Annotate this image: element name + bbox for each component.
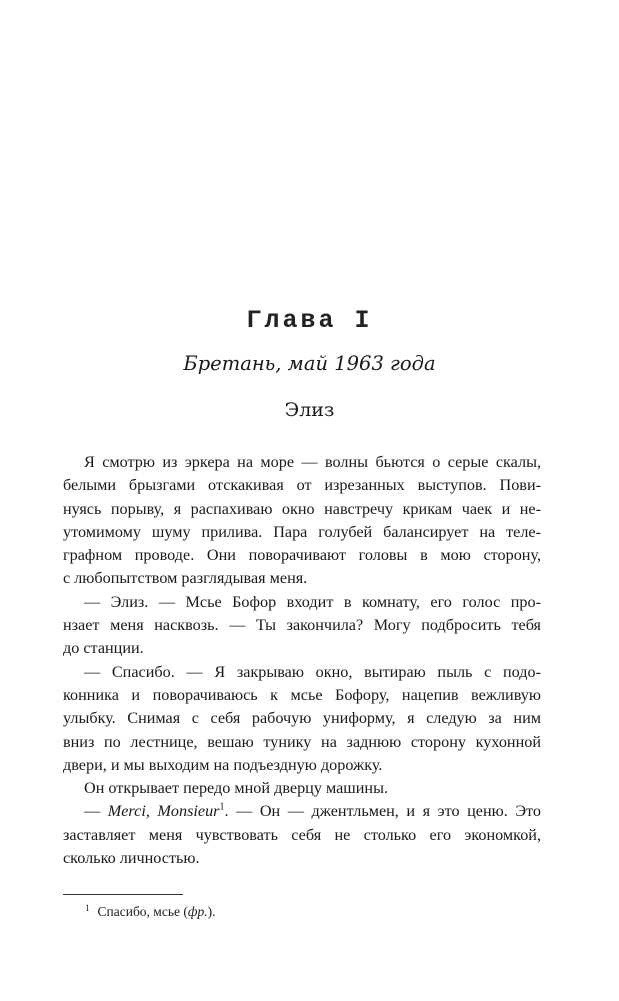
text-line: Я смотрю из эркера на море — волны бьются о серые скалы, — [84, 453, 541, 471]
footnote-number: 1 — [85, 902, 90, 913]
text-line: улыбку. Снимая с себя рабочую униформу, я следую за ним — [63, 709, 541, 728]
paragraph-2 — [63, 591, 541, 661]
text-line: графном проводе. Они поворачивают головы в мою сторону, — [63, 546, 541, 565]
text-line: вниз по лестнице, вешаю тунику на заднюю сторону кухонной — [63, 732, 541, 751]
paragraph-3 — [63, 661, 541, 777]
footnote-divider — [63, 894, 183, 895]
place-date-subtitle: Бретань, май 1963 года — [183, 352, 436, 375]
paragraph-1 — [63, 451, 541, 591]
body-text — [63, 451, 541, 870]
text-line: с любопытством разглядывая меня. — [63, 569, 308, 588]
text-line — [63, 800, 541, 823]
text-line: Он открывает передо мной дверцу машины. — [84, 779, 389, 798]
foreign-phrase: Merci, Monsieur — [107, 802, 220, 821]
narrator-heading: Элиз — [284, 399, 335, 421]
dialogue-rest: . — Он — джентльмен, и я это ценю. Это — [224, 802, 541, 821]
text-line: сколько личностью. — [63, 849, 200, 868]
text-line: утомимому шуму прилива. Пара голубей балансирует на теле- — [63, 522, 541, 541]
text-line: белыми брызгами отскакивая от изрезанных выступов. Пови- — [63, 476, 541, 495]
dialogue-dash: — — [84, 802, 108, 821]
text-line: до станции. — [63, 639, 144, 658]
footnote-text: Спасибо, мсье ( — [97, 904, 188, 919]
paragraph-5 — [63, 800, 541, 870]
footnote-close: ). — [207, 904, 216, 919]
text-line: — Спасибо. — Я закрываю окно, вытираю пыль с подо- — [84, 662, 541, 681]
footnote-reference: 1 — [219, 802, 225, 814]
chapter-title: Глава I — [246, 306, 373, 335]
footnote-abbr: фр. — [187, 904, 208, 919]
text-line: нуясь порыву, я распахиваю окно навстречу крикам чаек и не- — [63, 499, 541, 518]
text-line: нзает меня насквозь. — Ты закончила? Могу подбросить тебя — [63, 616, 541, 635]
text-line: — Элиз. — Мсье Бофор входит в комнату, его голос про- — [84, 592, 541, 611]
text-line: конника и поворачиваюсь к мсье Бофору, нацепив вежливую — [63, 685, 541, 704]
text-line: двери, и мы выходим на подъездную дорожку. — [63, 755, 383, 774]
footnote — [85, 904, 215, 920]
paragraph-4 — [63, 777, 541, 800]
text-line: заставляет меня чувствовать себя не столько его экономкой, — [63, 825, 541, 844]
